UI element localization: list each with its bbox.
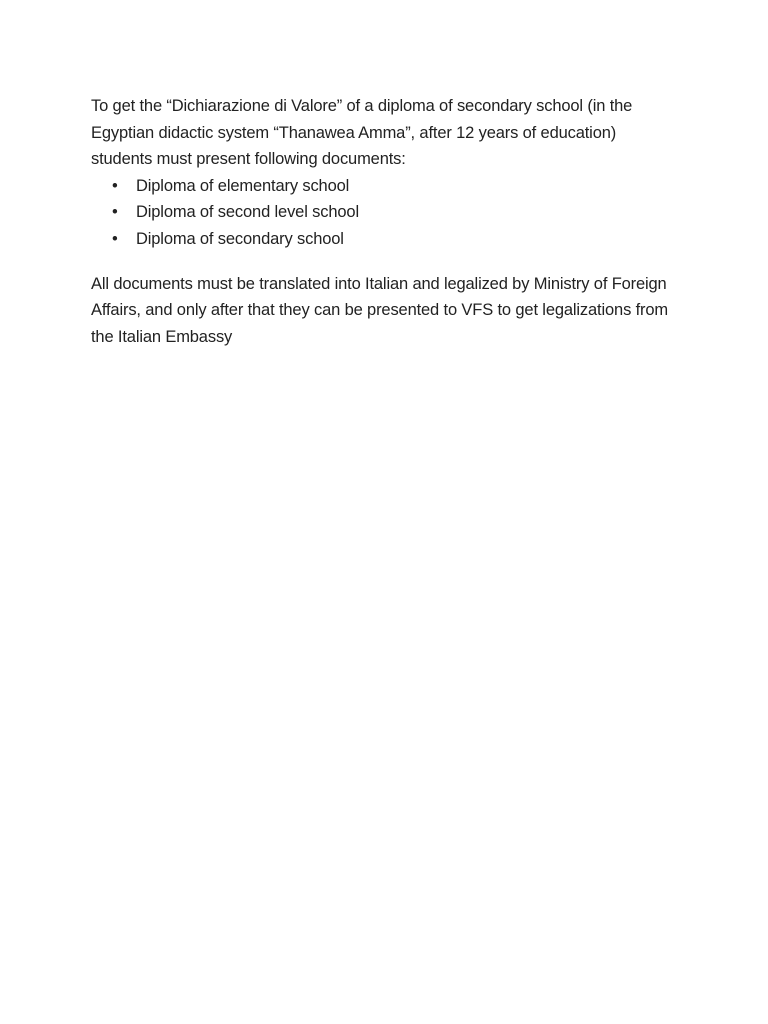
list-item-text: Diploma of elementary school	[136, 176, 350, 195]
bullet-icon: •	[112, 230, 118, 249]
bullet-icon: •	[112, 203, 118, 222]
bullet-icon: •	[112, 176, 118, 195]
intro-paragraph: To get the “Dichiarazione di Valore” of a diploma of secondary school (in the Egyptian didactic system “Thanawea Amma”, after 12 years of education) students must present following documents:	[91, 97, 633, 168]
document-body	[91, 93, 681, 350]
list-item	[91, 199, 681, 226]
list-item	[91, 173, 681, 200]
list-item-text: Diploma of secondary school	[136, 230, 344, 249]
closing-paragraph: All documents must be translated into Italian and legalized by Ministry of Foreign Affairs, and only after that they can be presented to VFS to get legalizations from the Italian Embassy	[91, 274, 668, 346]
list-item	[91, 226, 681, 253]
required-documents-list	[91, 173, 681, 253]
list-item-text: Diploma of second level school	[136, 203, 359, 222]
